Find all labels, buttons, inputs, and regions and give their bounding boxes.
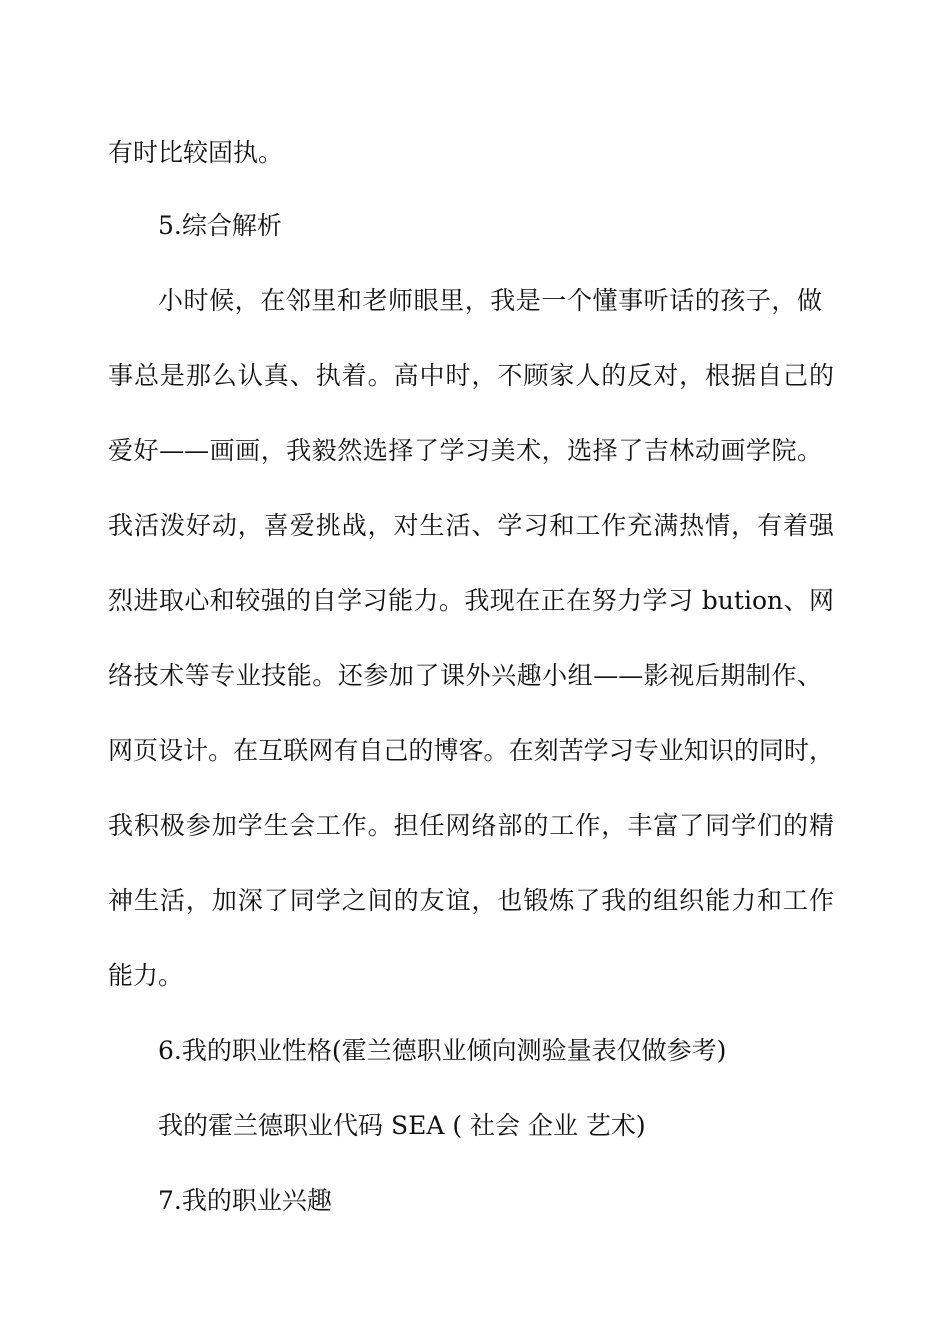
text-line: 络技术等专业技能。还参加了课外兴趣小组——影视后期制作、 bbox=[108, 661, 822, 690]
text-line: 能力。 bbox=[108, 961, 184, 990]
text-line: 事总是那么认真、执着。高中时，不顾家人的反对，根据自己的 bbox=[108, 361, 834, 390]
text-line: 我积极参加学生会工作。担任网络部的工作，丰富了同学们的精 bbox=[108, 811, 834, 840]
text-line: 我的霍兰德职业代码 SEA ( 社会 企业 艺术) bbox=[158, 1111, 646, 1140]
section-heading: 7.我的职业兴趣 bbox=[158, 1186, 332, 1215]
section-heading: 5.综合解析 bbox=[158, 211, 282, 240]
text-line: 小时候，在邻里和老师眼里，我是一个懂事听话的孩子，做 bbox=[158, 286, 822, 315]
text-line: 神生活，加深了同学之间的友谊，也锻炼了我的组织能力和工作 bbox=[108, 886, 834, 915]
section-heading: 6.我的职业性格(霍兰德职业倾向测验量表仅做参考) bbox=[158, 1036, 727, 1065]
text-line: 有时比较固执。 bbox=[108, 138, 284, 167]
text-line: 我活泼好动，喜爱挑战，对生活、学习和工作充满热情，有着强 bbox=[108, 511, 834, 540]
text-line: 网页设计。在互联网有自己的博客。在刻苦学习专业知识的同时， bbox=[108, 736, 834, 765]
text-line: 爱好——画画，我毅然选择了学习美术，选择了吉林动画学院。 bbox=[108, 436, 822, 465]
text-line: 烈进取心和较强的自学习能力。我现在正在努力学习 bution、网 bbox=[108, 586, 834, 615]
